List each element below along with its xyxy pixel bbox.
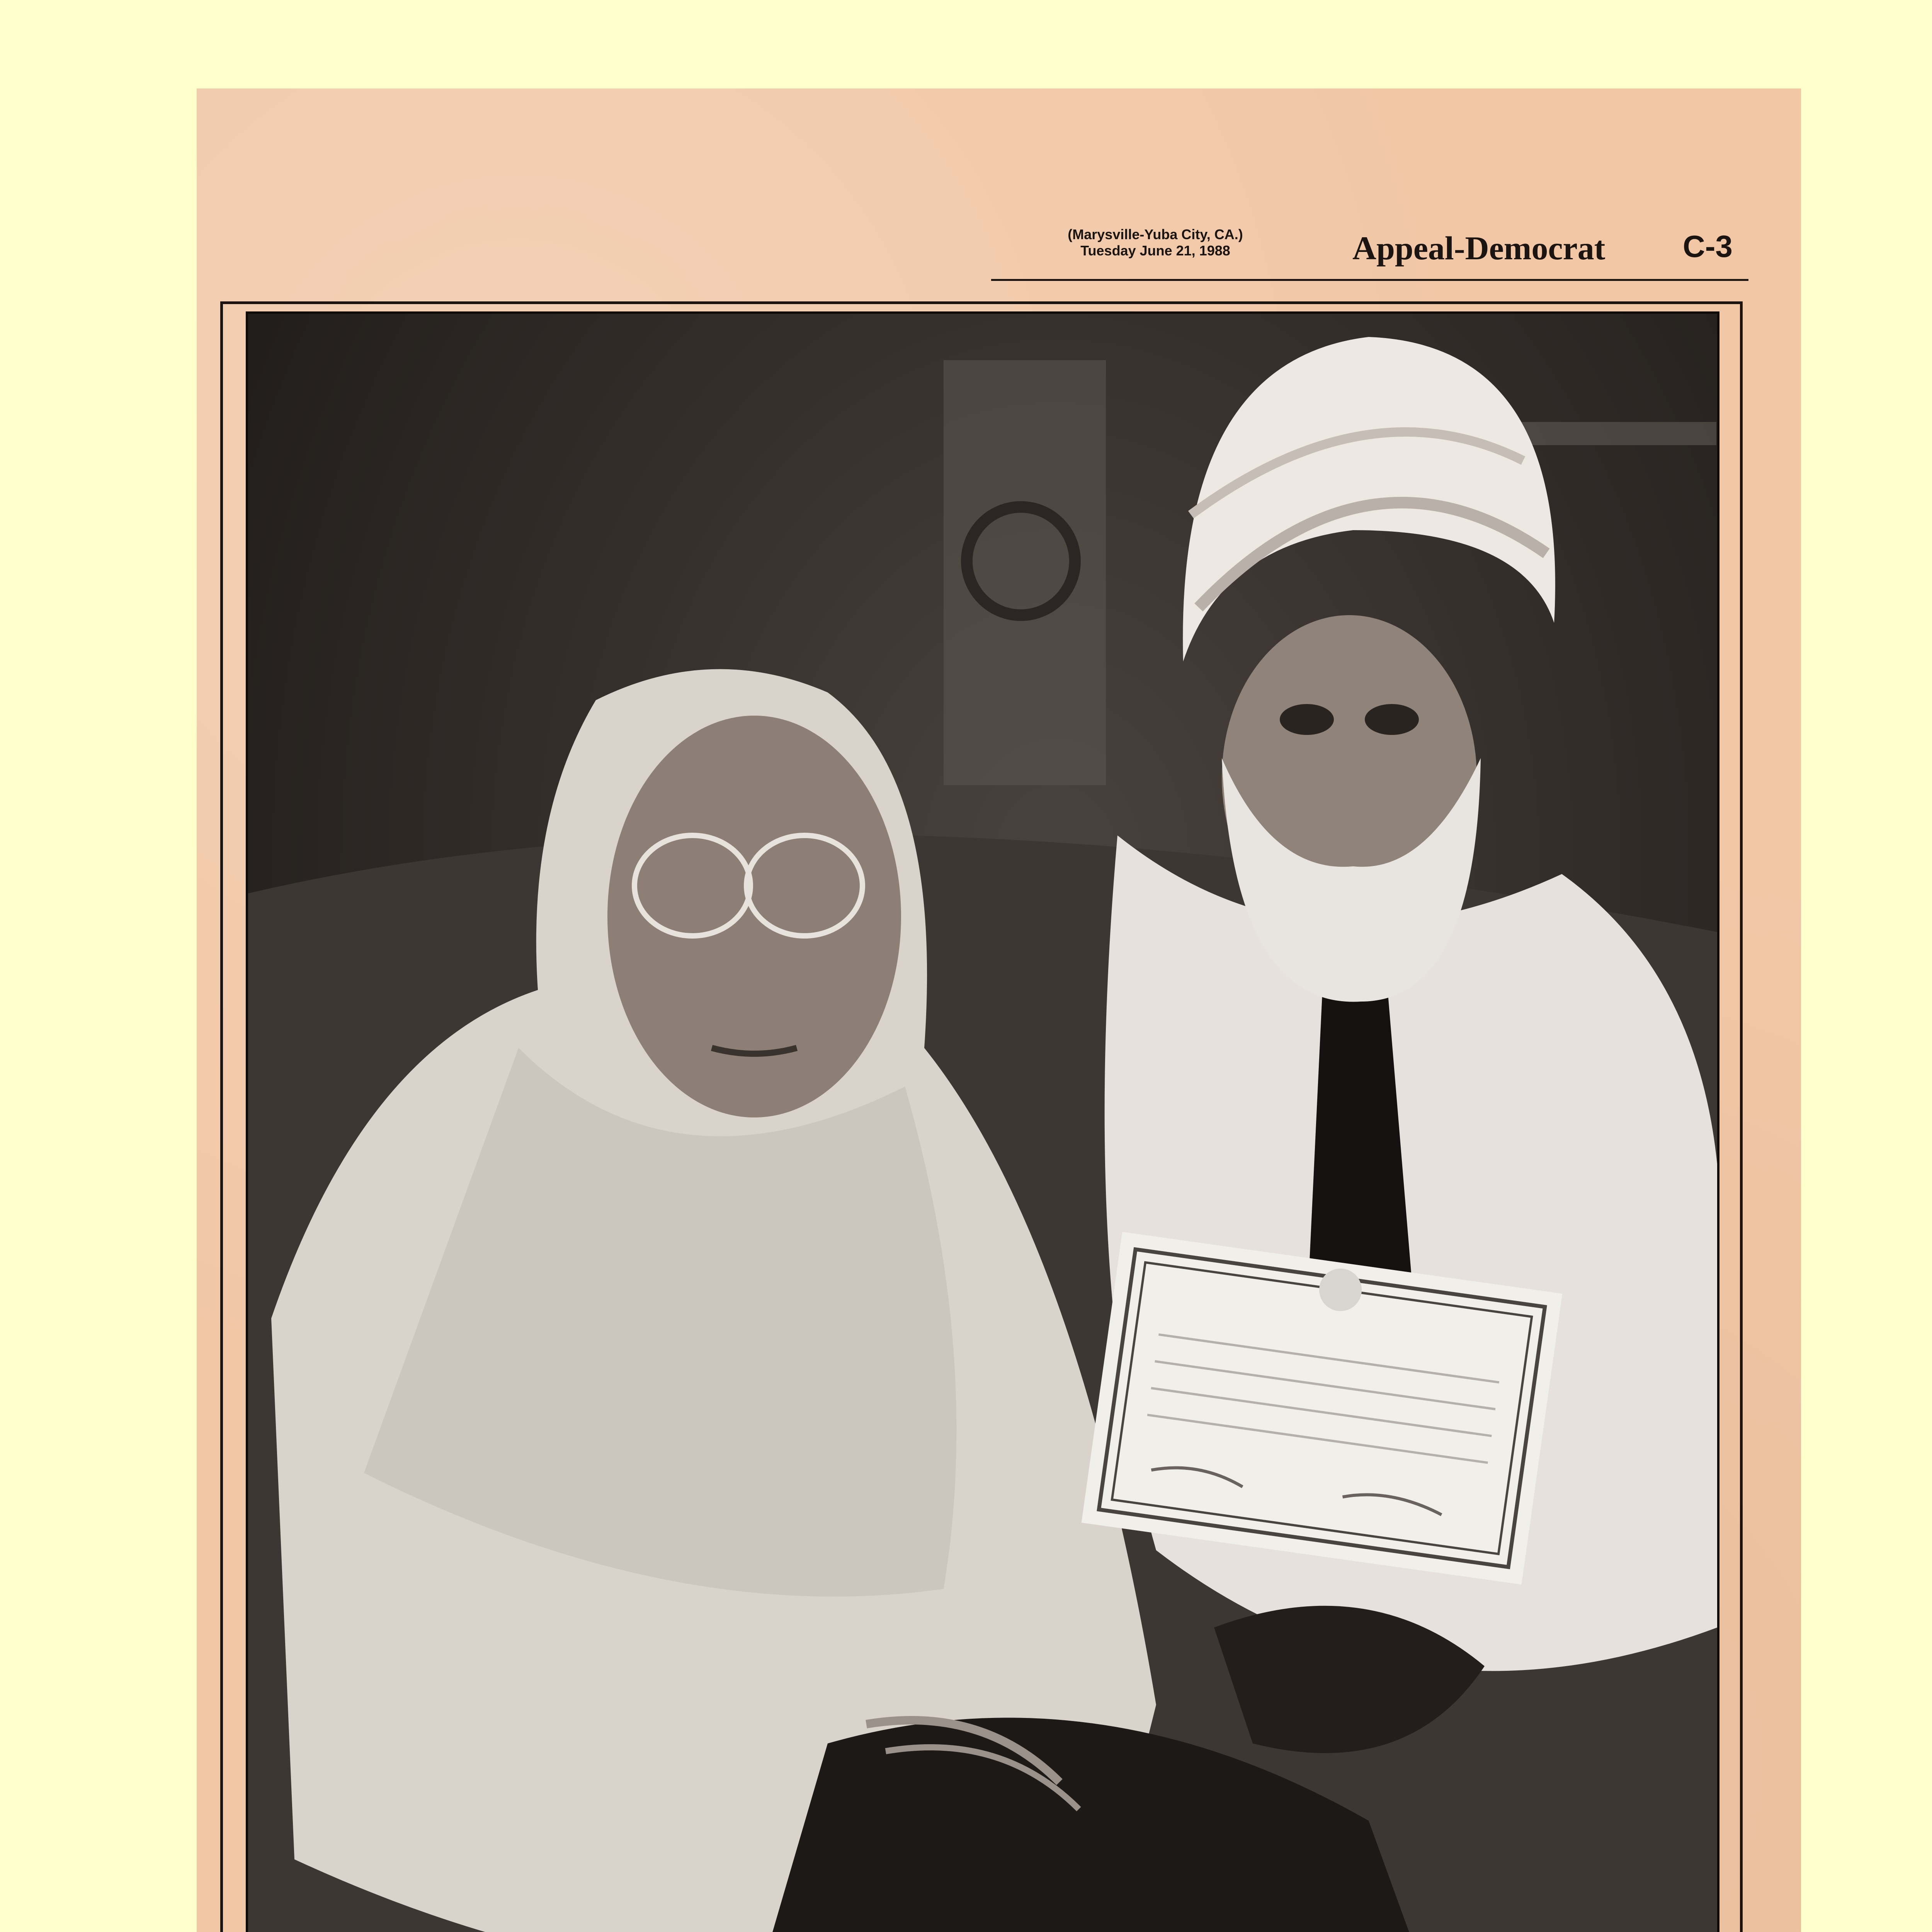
header-rule [991, 279, 1748, 281]
page-number: C-3 [1683, 229, 1733, 264]
couple-photograph [246, 311, 1719, 1932]
dateline-date: Tuesday June 21, 1988 [1080, 243, 1230, 259]
dateline-location: (Marysville-Yuba City, CA.) [1068, 226, 1243, 242]
photo-illustration [248, 314, 1717, 1932]
dateline [1020, 226, 1291, 259]
newspaper-name: Appeal-Democrat [1352, 230, 1605, 267]
